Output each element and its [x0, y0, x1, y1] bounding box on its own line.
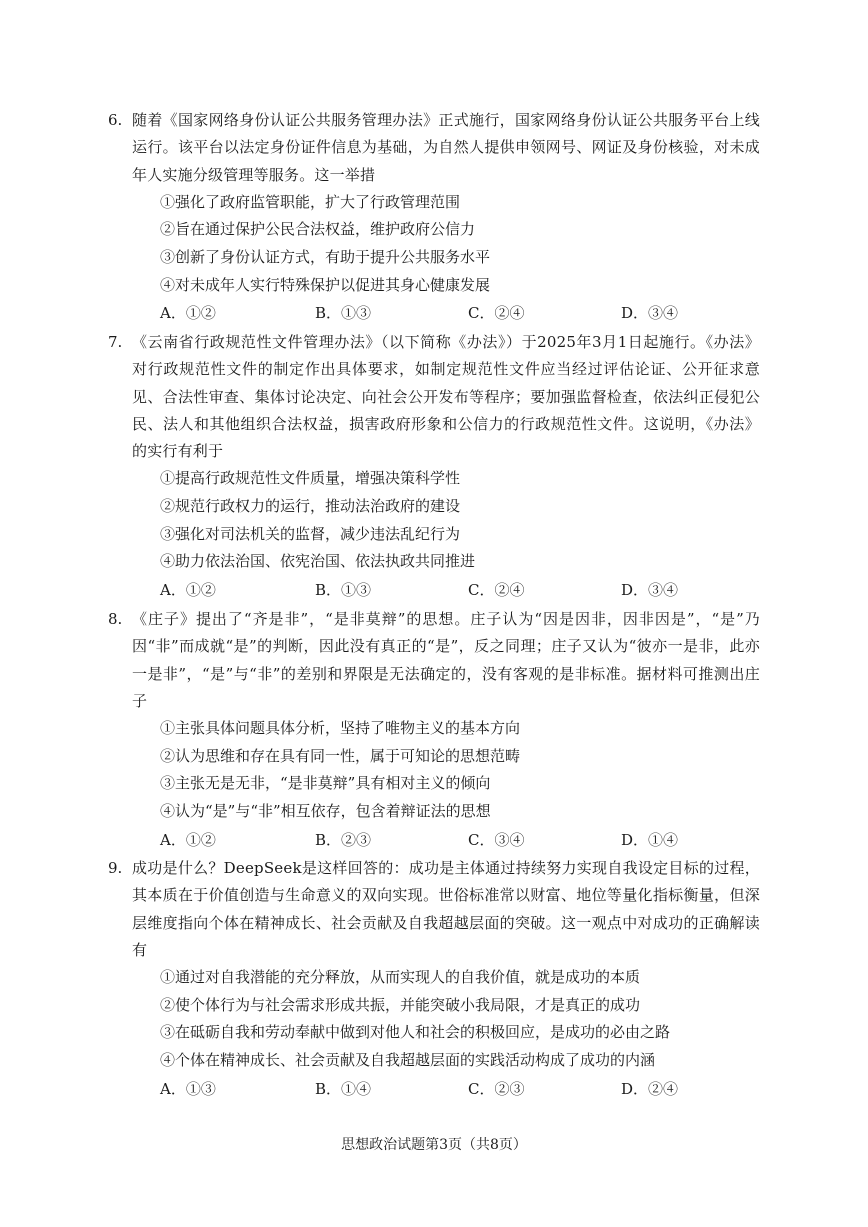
statement-3: ③强化对司法机关的监督，减少违法乱纪行为	[160, 524, 461, 543]
choice-b: B．②③	[315, 830, 372, 849]
question-stem: 《云南省行政规范性文件管理办法》（以下简称《办法》）于2025年3月1日起施行。《办法》对行政规范性文件的制定作出具体要求，如制定规范性文件应当经过评估论证、公开征求意见、合法性审查、集体讨论决定、向社会公开发布等程序；要加强监督检查，依法纠正侵犯公民、法人和其他组织合法权益，损害政府形象和公信力的行政规范性文件。这说明，《办法》的实行有利于	[132, 333, 760, 461]
question-8	[108, 606, 760, 854]
statement-4: ④个体在精神成长、社会贡献及自我超越层面的实践活动构成了成功的内涵	[160, 1050, 656, 1069]
statement-3: ③创新了身份认证方式，有助于提升公共服务水平	[160, 248, 491, 267]
choice-d: D．③④	[621, 304, 679, 323]
statement-1: ①强化了政府监管职能，扩大了行政管理范围	[160, 192, 461, 211]
question-stem: 随着《国家网络身份认证公共服务管理办法》正式施行，国家网络身份认证公共服务平台上线运行。该平台以法定身份证件信息为基础，为自然人提供申领网号、网证及身份核验，对未成年人实施分级管理等服务。这一举措	[132, 111, 760, 184]
answer-choices	[132, 576, 760, 604]
choice-a: A．①②	[160, 830, 216, 849]
statement-2: ②使个体行为与社会需求形成共振，并能突破小我局限，才是真正的成功	[160, 995, 641, 1014]
choice-c: C．②③	[468, 1079, 525, 1098]
choice-a: A．①③	[160, 1079, 216, 1098]
statement-4: ④对未成年人实行特殊保护以促进其身心健康发展	[160, 275, 491, 294]
choice-b: B．①③	[315, 304, 372, 323]
question-number: 8.	[108, 610, 123, 628]
answer-choices	[132, 299, 760, 327]
question-number: 9.	[108, 859, 123, 877]
statement-2: ②旨在通过保护公民合法权益，维护政府公信力	[160, 220, 476, 239]
statement-4: ④认为“是”与“非”相互依存，包含着辩证法的思想	[160, 801, 491, 820]
statement-3: ③在砥砺自我和劳动奉献中做到对他人和社会的积极回应，是成功的必由之路	[160, 1023, 671, 1042]
choice-c: C．②④	[468, 580, 525, 599]
question-number: 6.	[108, 111, 123, 129]
answer-choices	[132, 826, 760, 854]
answer-choices	[132, 1075, 760, 1103]
statement-4: ④助力依法治国、依宪治国、依法执政共同推进	[160, 552, 476, 571]
choice-a: A．①②	[160, 304, 216, 323]
statement-2: ②规范行政权力的运行，推动法治政府的建设	[160, 497, 461, 516]
statement-2: ②认为思维和存在具有同一性，属于可知论的思想范畴	[160, 746, 521, 765]
statement-1: ①提高行政规范性文件质量，增强决策科学性	[160, 469, 461, 488]
statement-3: ③主张无是无非，“是非莫辩”具有相对主义的倾向	[160, 774, 491, 793]
question-6	[108, 107, 760, 327]
question-stem: 成功是什么？DeepSeek是这样回答的：成功是主体通过持续努力实现自我设定目标的过程，其本质在于价值创造与生命意义的双向实现。世俗标准常以财富、地位等量化指标衡量，但深层维度指向个体在精神成长、社会贡献及自我超越层面的突破。这一观点中对成功的正确解读有	[132, 859, 760, 959]
statement-1: ①主张具体问题具体分析，坚持了唯物主义的基本方向	[160, 719, 521, 738]
page-footer: 思想政治试题第3页（共8页）	[341, 1137, 527, 1153]
choice-c: C．②④	[468, 304, 525, 323]
question-7	[108, 329, 760, 604]
question-9	[108, 855, 760, 1103]
question-stem: 《庄子》提出了“齐是非”，“是非莫辩”的思想。庄子认为“因是因非，因非因是”，“是”乃因“非”而成就“是”的判断，因此没有真正的“是”，反之同理；庄子又认为“彼亦一是非，此亦一是非”，“是”与“非”的差别和界限是无法确定的，没有客观的是非标准。据材料可推测出庄子	[132, 610, 760, 710]
choice-c: C．③④	[468, 830, 525, 849]
choice-a: A．①②	[160, 580, 216, 599]
choice-d: D．③④	[621, 580, 679, 599]
choice-d: D．②④	[621, 1079, 679, 1098]
statement-1: ①通过对自我潜能的充分释放，从而实现人的自我价值，就是成功的本质	[160, 968, 641, 987]
choice-b: B．①④	[315, 1079, 372, 1098]
choice-d: D．①④	[621, 830, 679, 849]
question-number: 7.	[108, 333, 123, 351]
choice-b: B．①③	[315, 580, 372, 599]
